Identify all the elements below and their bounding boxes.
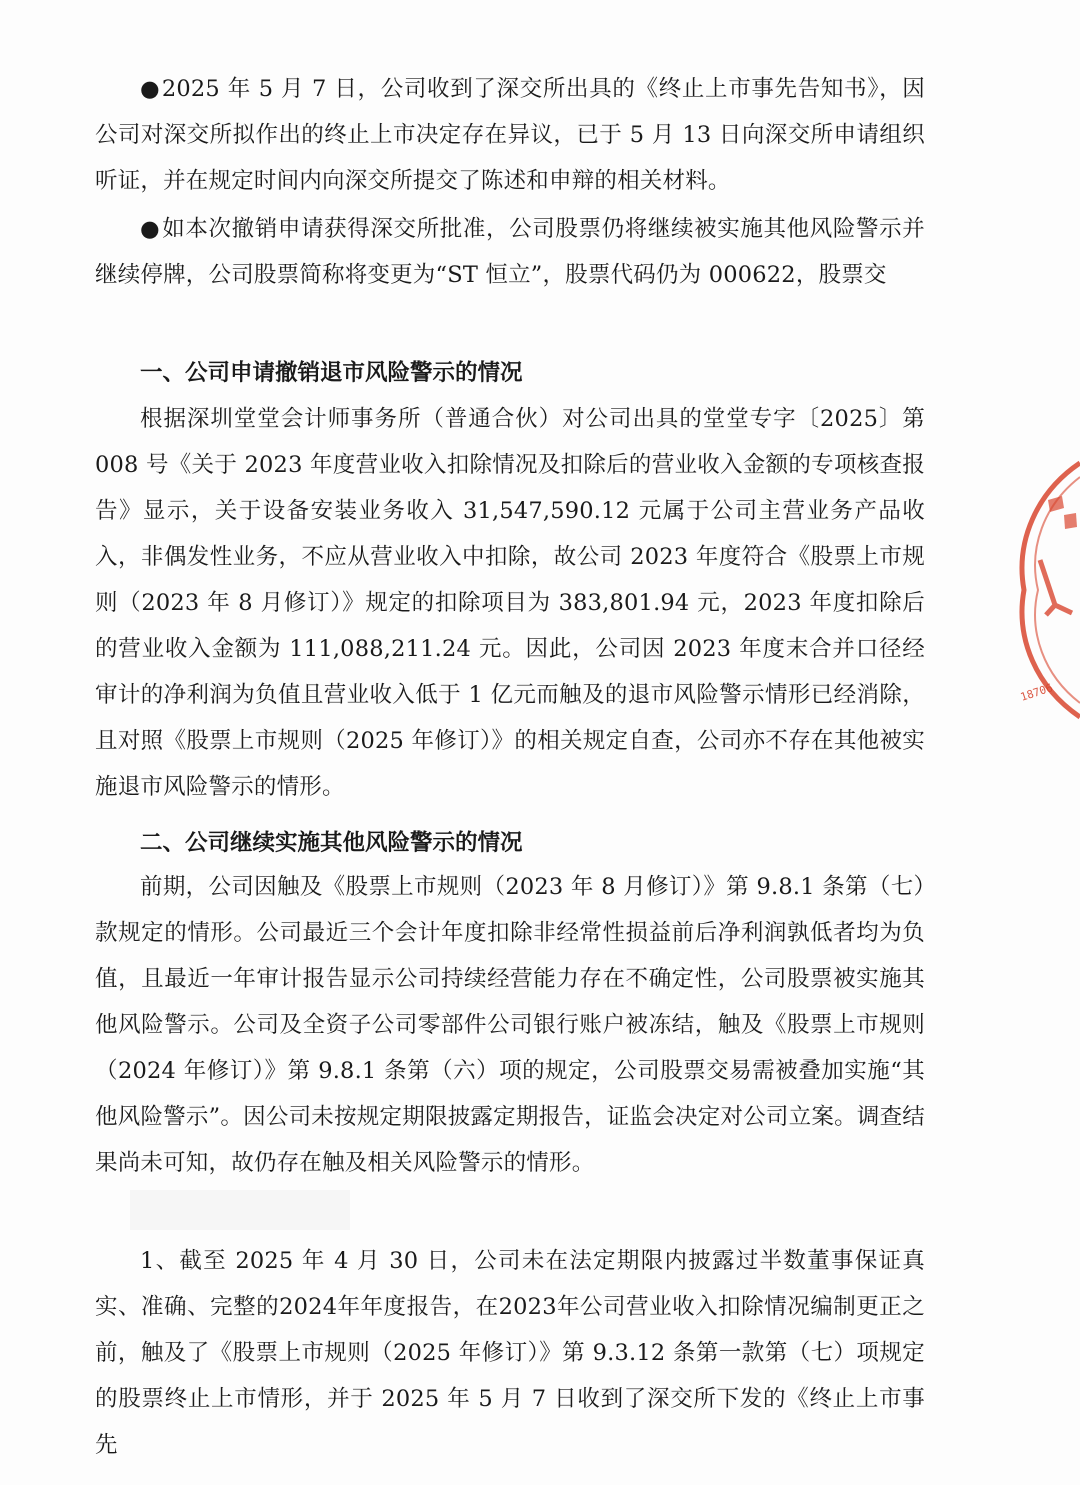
section-2-heading: 二、公司继续实施其他风险警示的情况 (140, 830, 523, 856)
bullet-icon: ● (140, 76, 160, 102)
bullet-paragraph-2 (95, 206, 925, 298)
seal-number: 18706 (1018, 681, 1055, 704)
section-1-heading: 一、公司申请撤销退市风险警示的情况 (140, 360, 523, 386)
bullet-paragraph-1-text: 2025 年 5 月 7 日，公司收到了深交所出具的《终止上市事先告知书》，因公司对深交所拟作出的终止上市决定存在异议，已于 5 月 13 日向深交所申请组织听证，并在规定时间内向深交所提交了陈述和申辩的相关材料。 (95, 76, 925, 194)
section-2-body: 前期，公司因触及《股票上市规则（2023 年 8 月修订）》第 9.8.1 条第（七）款规定的情形。公司最近三个会计年度扣除非经常性损益前后净利润孰低者均为负值，且最近一年审计报告显示公司持续经营能力存在不确定性，公司股票被实施其他风险警示。公司及全资子公司零部件公司银行账户被冻结，触及《股票上市规则（2024 年修订）》第 9.8.1 条第（六）项的规定，公司股票交易需被叠加实施“其他风险警示”。因公司未按规定期限披露定期报告，证监会决定对公司立案。调查结果尚未可知，故仍存在触及相关风险警示的情形。 (95, 874, 925, 1176)
section-1-body: 根据深圳堂堂会计师事务所（普通合伙）对公司出具的堂堂专字〔2025〕第 008 号《关于 2023 年度营业收入扣除情况及扣除后的营业收入金额的专项核查报告》显示，关于设备安装业务收入 31,547,590.12 元属于公司主营业务产品收入，非偶发性业务，不应从营业收入中扣除，故公司 2023 年度符合《股票上市规则（2023 年 8 月修订）》规定的扣除项目为 383,801.94 元，2023 年度扣除后的营业收入金额为 111,088,211.24 元。因此，公司因 2023 年度末合并口径经审计的净利润为负值且营业收入低于 1 亿元而触及的退市风险警示情形已经消除，且对照《股票上市规则（2025 年修订）》的相关规定自查，公司亦不存在其他被实施退市风险警示的情形。 (95, 406, 925, 800)
bullet-icon: ● (140, 216, 160, 242)
item-1-body: 1、截至 2025 年 4 月 30 日，公司未在法定期限内披露过半数董事保证真实、准确、完整的2024年年度报告，在2023年公司营业收入扣除情况编制更正之前，触及了《股票上市规则（2025 年修订）》第 9.3.12 条第一款第（七）项规定的股票终止上市情形，并于 2025 年 5 月 7 日收到了深交所下发的《终止上市事先 (95, 1248, 925, 1458)
bullet-paragraph-1 (95, 66, 925, 204)
bullet-paragraph-2-text: 如本次撤销申请获得深交所批准，公司股票仍将继续被实施其他风险警示并继续停牌，公司股票简称将变更为“ST 恒立”，股票代码仍为 000622，股票交 (95, 216, 925, 288)
faint-redaction (130, 1190, 350, 1230)
